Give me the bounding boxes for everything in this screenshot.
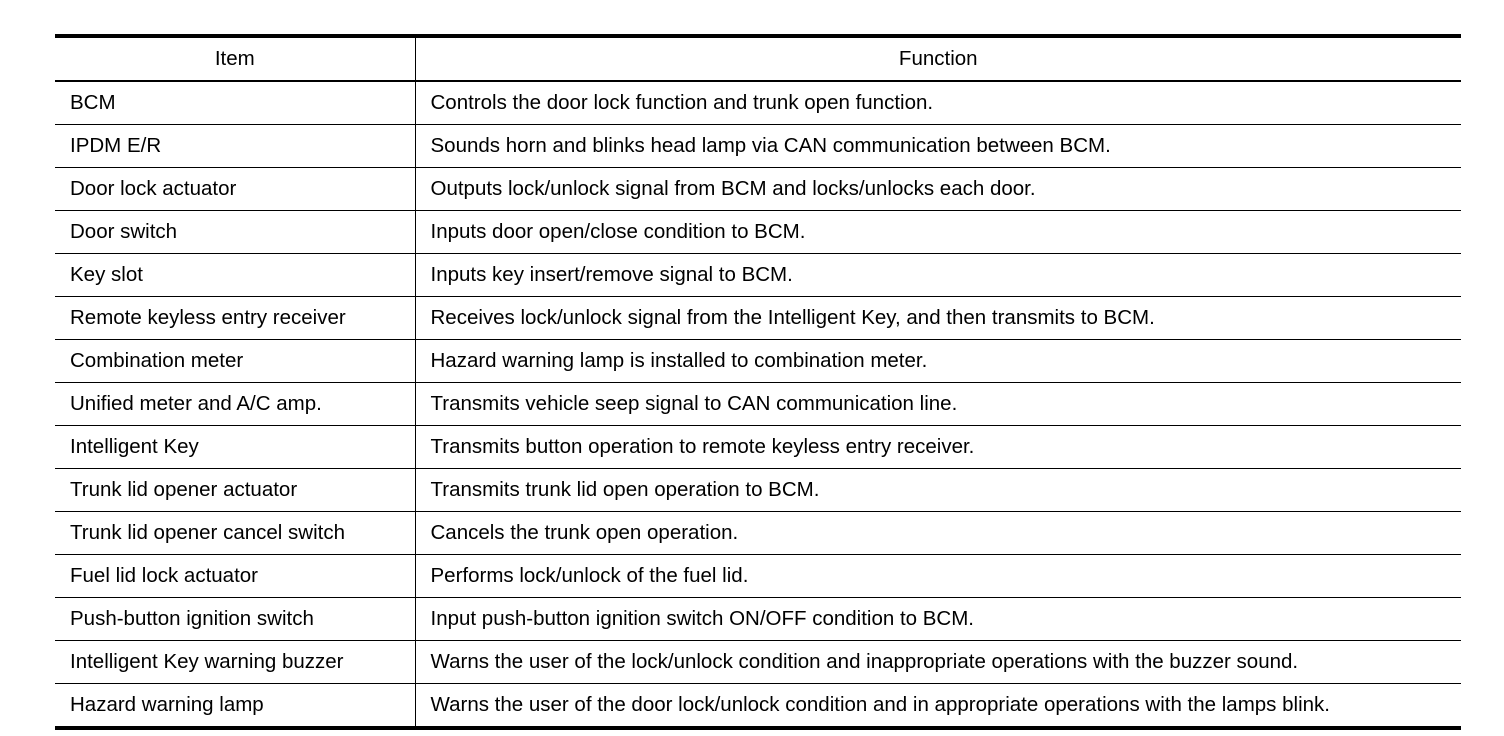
item-cell: Unified meter and A/C amp.: [55, 383, 415, 426]
table-header-row: [55, 36, 1461, 81]
table-row: [55, 598, 1461, 641]
item-cell: Push-button ignition switch: [55, 598, 415, 641]
table-row: [55, 641, 1461, 684]
item-cell: Door switch: [55, 211, 415, 254]
item-cell: Door lock actuator: [55, 168, 415, 211]
table-row: [55, 555, 1461, 598]
table-row: [55, 81, 1461, 125]
function-cell: Inputs door open/close condition to BCM.: [415, 211, 1461, 254]
table-row: [55, 512, 1461, 555]
function-cell: Controls the door lock function and trunk open function.: [415, 81, 1461, 125]
item-cell: Combination meter: [55, 340, 415, 383]
table-body: [55, 81, 1461, 728]
function-cell: Hazard warning lamp is installed to combination meter.: [415, 340, 1461, 383]
function-cell: Transmits trunk lid open operation to BCM.: [415, 469, 1461, 512]
table-row: [55, 125, 1461, 168]
column-header-item: Item: [55, 36, 415, 81]
function-cell: Input push-button ignition switch ON/OFF condition to BCM.: [415, 598, 1461, 641]
table-row: [55, 426, 1461, 469]
item-cell: Trunk lid opener cancel switch: [55, 512, 415, 555]
component-function-table: [55, 34, 1461, 730]
function-cell: Receives lock/unlock signal from the Intelligent Key, and then transmits to BCM.: [415, 297, 1461, 340]
function-cell: Cancels the trunk open operation.: [415, 512, 1461, 555]
item-cell: Intelligent Key: [55, 426, 415, 469]
function-cell: Transmits vehicle seep signal to CAN communication line.: [415, 383, 1461, 426]
table-row: [55, 383, 1461, 426]
item-cell: Hazard warning lamp: [55, 684, 415, 729]
item-cell: Key slot: [55, 254, 415, 297]
table-row: [55, 254, 1461, 297]
item-cell: Remote keyless entry receiver: [55, 297, 415, 340]
item-cell: Intelligent Key warning buzzer: [55, 641, 415, 684]
table-row: [55, 340, 1461, 383]
function-cell: Warns the user of the door lock/unlock condition and in appropriate operations with the lamps blink.: [415, 684, 1461, 729]
function-cell: Outputs lock/unlock signal from BCM and locks/unlocks each door.: [415, 168, 1461, 211]
function-cell: Sounds horn and blinks head lamp via CAN communication between BCM.: [415, 125, 1461, 168]
function-cell: Performs lock/unlock of the fuel lid.: [415, 555, 1461, 598]
function-cell: Inputs key insert/remove signal to BCM.: [415, 254, 1461, 297]
column-header-function: Function: [415, 36, 1461, 81]
table-row: [55, 168, 1461, 211]
table-row: [55, 684, 1461, 729]
item-cell: Trunk lid opener actuator: [55, 469, 415, 512]
table-row: [55, 469, 1461, 512]
function-cell: Transmits button operation to remote keyless entry receiver.: [415, 426, 1461, 469]
table-row: [55, 211, 1461, 254]
item-cell: BCM: [55, 81, 415, 125]
function-cell: Warns the user of the lock/unlock condition and inappropriate operations with the buzzer sound.: [415, 641, 1461, 684]
table-row: [55, 297, 1461, 340]
item-cell: Fuel lid lock actuator: [55, 555, 415, 598]
item-cell: IPDM E/R: [55, 125, 415, 168]
